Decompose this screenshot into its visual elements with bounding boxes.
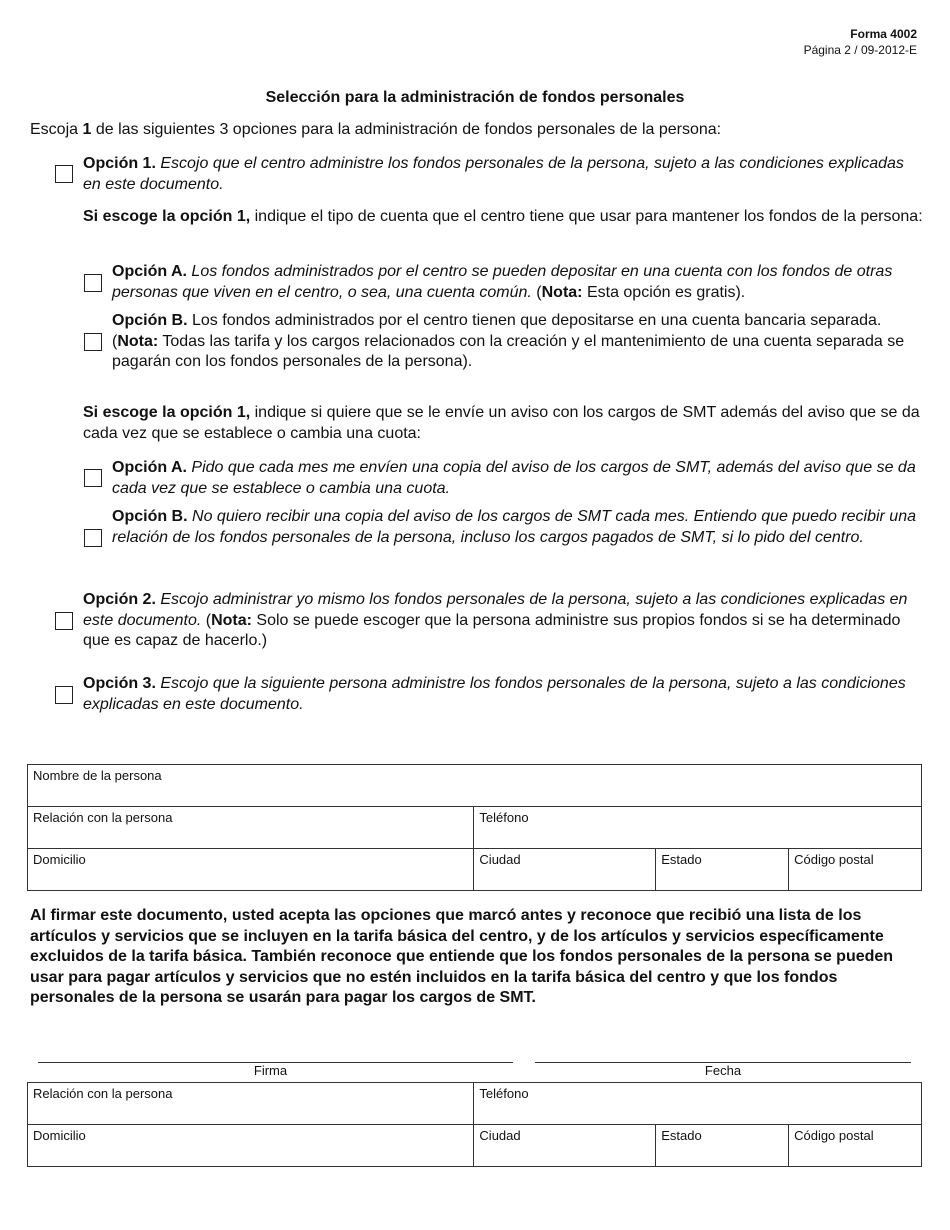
signer-zip-field[interactable] (789, 1125, 922, 1167)
option3-text: Opción 3. Escojo que la siguiente persona administre los fondos personales de la persona, sujeto a las condiciones explicadas en este documento. (83, 675, 906, 713)
address-field[interactable] (28, 849, 474, 891)
city-label: Ciudad (479, 852, 521, 867)
signer-phone-field[interactable] (474, 1083, 922, 1125)
address-label: Domicilio (33, 852, 86, 867)
relation-label: Relación con la persona (33, 810, 173, 825)
intro-text: Escoja 1 de las siguientes 3 opciones para la administración de fondos personales de la persona: (30, 121, 722, 138)
signature-label: Firma (253, 1063, 288, 1078)
agreement-text: Al firmar este documento, usted acepta las opciones que marcó antes y reconoce que recibió una lista de los artículos y servicios que se incluyen en la tarifa básica del centro, y de los artículos y servicios específicamente excluidos de la tarifa básica. También reconoce que entiende que los fondos personales de la persona se pueden usar para pagar artículos y servicios que no estén incluidos en la tarifa básica del centro y que los fondos personales de la persona se usarán para pagar los cargos de SMT. (30, 907, 894, 1006)
signer-zip-label: Código postal (794, 1128, 874, 1143)
signer-state-label: Estado (661, 1128, 702, 1143)
notice-option-a-checkbox[interactable] (84, 469, 102, 487)
option3-checkbox[interactable] (55, 686, 73, 704)
notice-option-b-checkbox[interactable] (84, 529, 102, 547)
page-title: Selección para la administración de fondos personales (265, 89, 685, 106)
option2-checkbox[interactable] (55, 612, 73, 630)
state-field[interactable] (656, 849, 789, 891)
account-option-a-checkbox[interactable] (84, 274, 102, 292)
notice-option-b-text: Opción B. No quiero recibir una copia del aviso de los cargos de SMT cada mes. Entiendo que puedo recibir una relación de los fondos personales de la persona, incluso los cargos pagados de SMT, si lo pido del centro. (112, 508, 916, 546)
signer-relation-label: Relación con la persona (33, 1086, 173, 1101)
state-label: Estado (661, 852, 702, 867)
signer-phone-label: Teléfono (479, 1086, 529, 1101)
zip-field[interactable] (789, 849, 922, 891)
city-field[interactable] (474, 849, 656, 891)
option1-checkbox[interactable] (55, 165, 73, 183)
signer-city-label: Ciudad (479, 1128, 521, 1143)
option2-text: Opción 2. Escojo administrar yo mismo los fondos personales de la persona, sujeto a las condiciones explicadas en este documento. (Nota: Solo se puede escoger que la persona administre sus propios fondos si se ha determinado que es capaz de hacerlo.) (83, 591, 908, 649)
page-number: Página 2 / 09-2012-E (803, 43, 917, 57)
account-option-a-text: Opción A. Los fondos administrados por el centro se pueden depositar en una cuenta con los fondos de otras personas que viven en el centro, o sea, una cuenta común. (Nota: Esta opción es gratis). (112, 263, 893, 301)
person-name-label: Nombre de la persona (33, 768, 162, 783)
signer-address-field[interactable] (28, 1125, 474, 1167)
signer-address-label: Domicilio (33, 1128, 86, 1143)
account-type-prompt: Si escoge la opción 1, indique el tipo de cuenta que el centro tiene que usar para mantener los fondos de la persona: (83, 208, 923, 225)
notice-prompt: Si escoge la opción 1, indique si quiere que se le envíe un aviso con los cargos de SMT además del aviso que se da cada vez que se establece o cambia una cuota: (83, 404, 920, 442)
notice-option-a-text: Opción A. Pido que cada mes me envíen una copia del aviso de los cargos de SMT, además del aviso que se da cada vez que se establece o cambia una cuota. (112, 459, 916, 497)
signer-info-table (27, 1082, 922, 1167)
person-name-field[interactable] (28, 765, 922, 807)
option1-text: Opción 1. Escojo que el centro administre los fondos personales de la persona, sujeto a las condiciones explicadas en este documento. (83, 155, 904, 193)
designee-info-table (27, 764, 922, 891)
date-label: Fecha (704, 1063, 742, 1078)
phone-field[interactable] (474, 807, 922, 849)
zip-label: Código postal (794, 852, 874, 867)
account-option-b-checkbox[interactable] (84, 333, 102, 351)
form-number: Forma 4002 (850, 27, 917, 41)
relation-field[interactable] (28, 807, 474, 849)
phone-label: Teléfono (479, 810, 529, 825)
account-option-b-text: Opción B. Los fondos administrados por el centro tienen que depositarse en una cuenta bancaria separada. (Nota: Todas las tarifa y los cargos relacionados con la creación y el mantenimiento de una cuenta separada se pagarán con los fondos personales de la persona). (112, 312, 905, 370)
signer-state-field[interactable] (656, 1125, 789, 1167)
signer-relation-field[interactable] (28, 1083, 474, 1125)
signer-city-field[interactable] (474, 1125, 656, 1167)
